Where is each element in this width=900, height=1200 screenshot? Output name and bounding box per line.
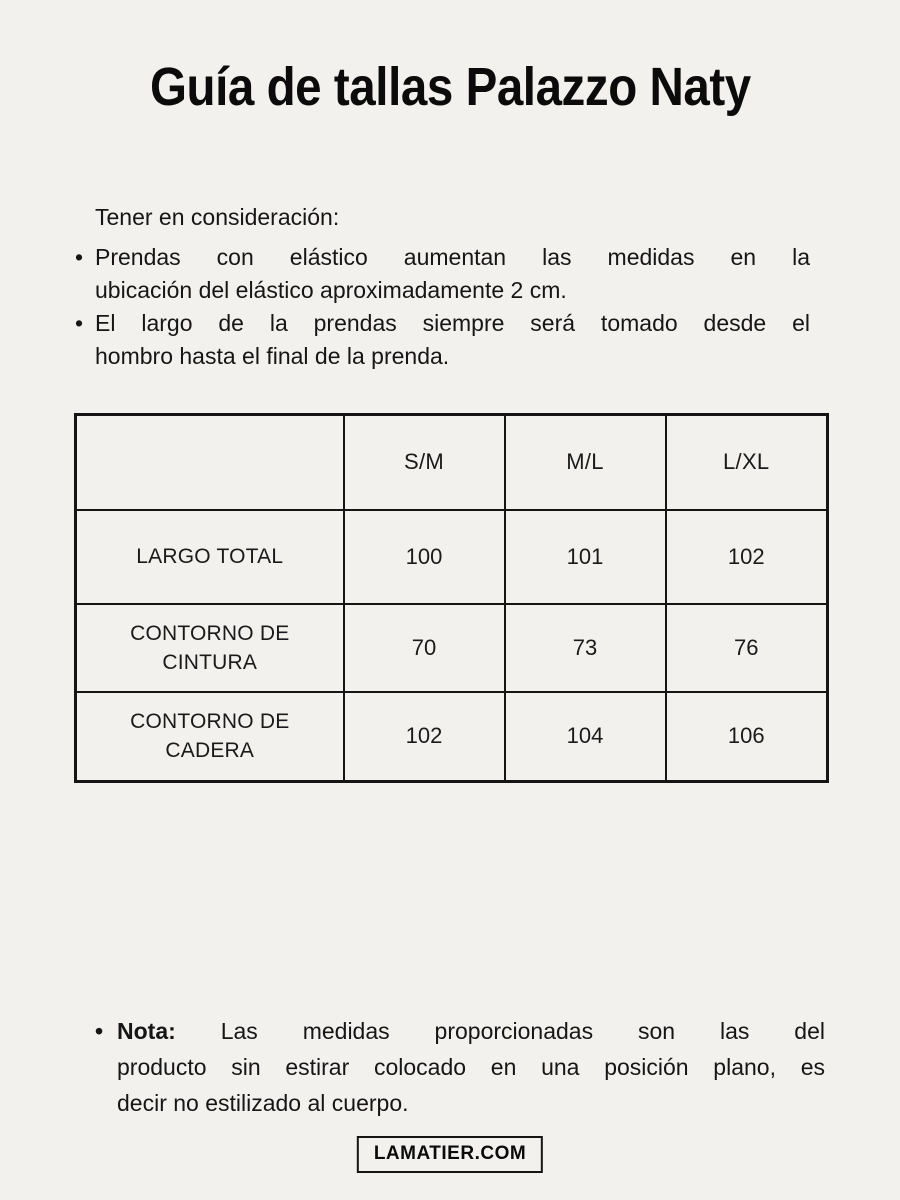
bullet-icon: • [95,1018,104,1044]
note-text [117,1013,825,1121]
table-corner-cell [76,415,344,510]
consideration-text [95,307,810,373]
size-value: 76 [666,604,828,692]
consideration-line: hombro hasta el final de la prenda. [95,343,450,369]
note-item [95,1013,825,1121]
size-value: 106 [666,692,828,782]
size-value: 101 [505,510,666,604]
table-header-row [76,415,828,510]
brand-text: LAMATIER.COM [373,1143,527,1164]
bullet-icon: • [75,244,84,270]
consideration-line: El largo de la prendas siempre será tomado desde el [95,310,810,336]
consideration-line: Prendas con elástico aumentan las medidas en la [95,244,810,270]
column-header-ml: M/L [505,415,666,510]
consideration-text [95,241,810,307]
row-label: CONTORNO DE CINTURA [76,604,344,692]
bullet-icon: • [75,310,84,336]
size-value: 102 [344,692,505,782]
size-value: 100 [344,510,505,604]
note-line: decir no estilizado al cuerpo. [117,1090,409,1116]
table-row [76,692,828,782]
size-table [74,413,829,783]
note-line-text: Las medidas proporcionadas son las del [220,1018,826,1044]
column-header-lxl: L/XL [666,415,828,510]
note-line: producto sin estirar colocado en una posición plano, es [117,1054,825,1080]
brand-badge [357,1136,543,1173]
page-title-text: Guía de tallas Palazzo Naty [149,57,751,117]
consideration-line: ubicación del elástico aproximadamente 2 cm. [95,277,567,303]
page-title [0,56,900,118]
row-label: CONTORNO DE CADERA [76,692,344,782]
note-label: Nota: [117,1018,176,1044]
size-value: 102 [666,510,828,604]
size-value: 104 [505,692,666,782]
consideration-item [75,307,810,373]
column-header-sm: S/M [344,415,505,510]
size-value: 73 [505,604,666,692]
note-section [95,1013,825,1121]
row-label: LARGO TOTAL [76,510,344,604]
consideration-item [75,241,810,307]
note-line [117,1013,825,1049]
considerations-heading: Tener en consideración: [95,204,340,230]
table-row [76,510,828,604]
considerations-list [75,241,810,373]
table-row [76,604,828,692]
size-value: 70 [344,604,505,692]
